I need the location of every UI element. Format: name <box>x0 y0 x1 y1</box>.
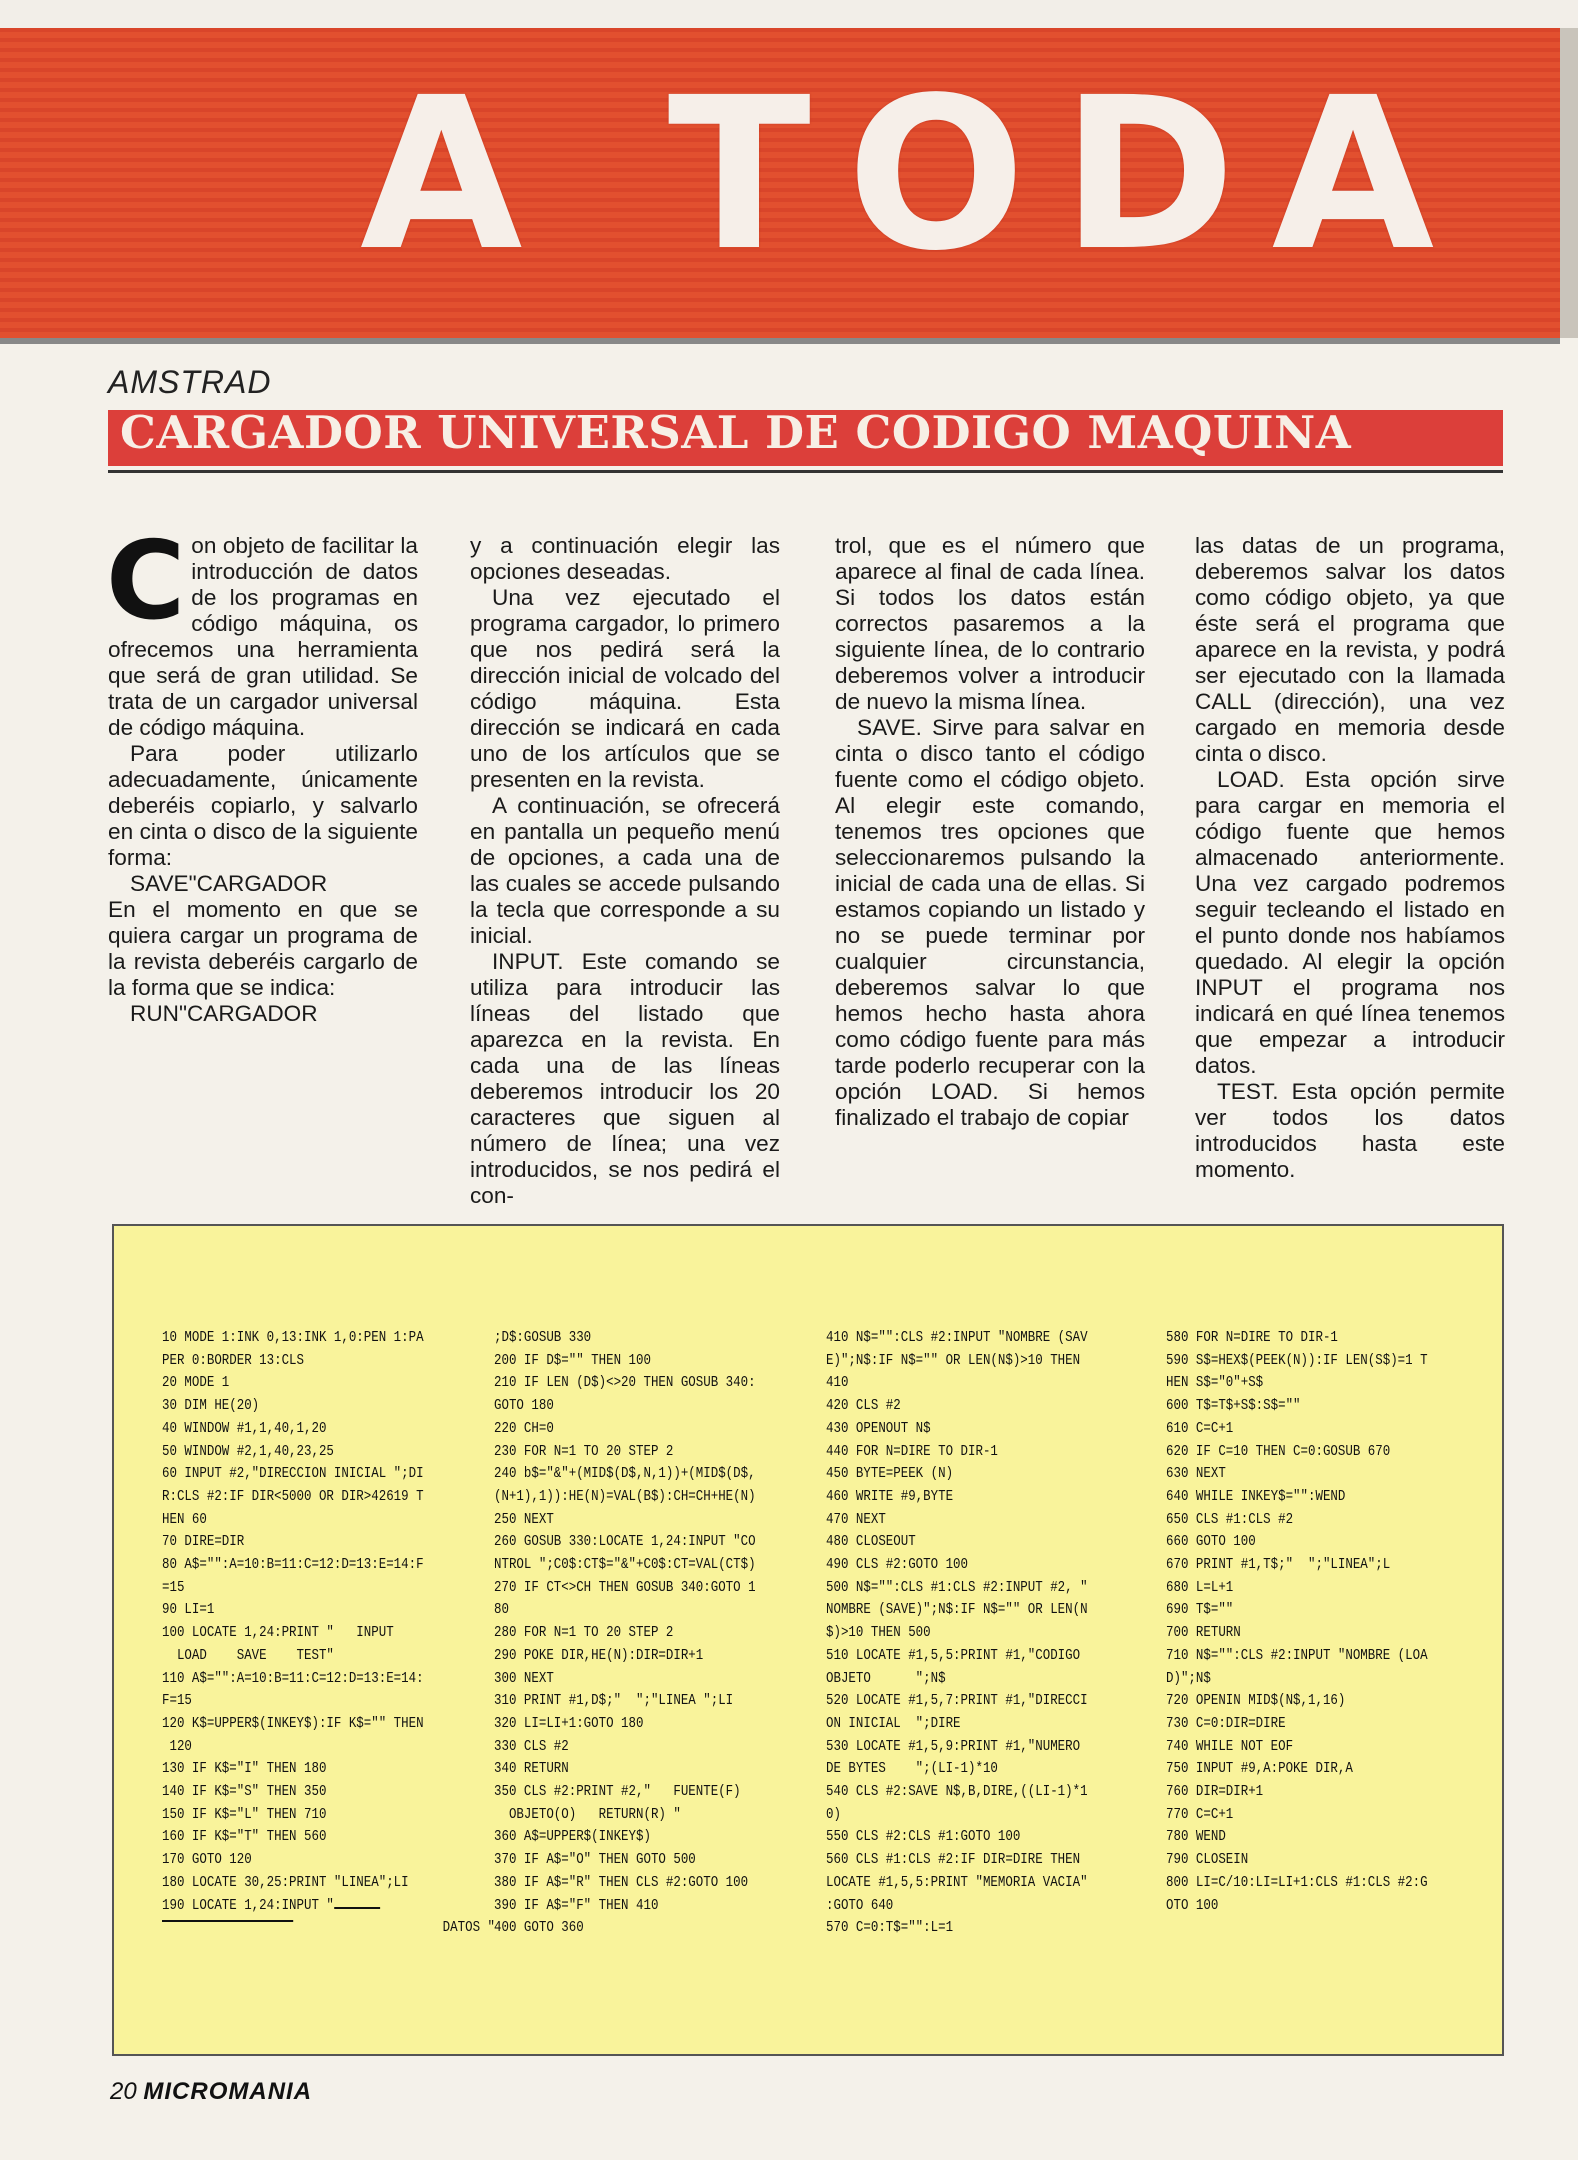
banner-title: A TODA <box>360 52 1471 297</box>
banner-top-strip <box>0 0 1578 28</box>
paragraph: Una vez ejecutado el programa cargador, lo primero que nos pedirá será la dirección inicial de volcado del código máquina. Esta dirección se indicará en cada uno de los artículos que se presenten en la revista. <box>470 585 780 792</box>
listing-column-1 <box>162 1326 495 1939</box>
input-underline <box>162 1920 293 1922</box>
paragraph: trol, que es el número que aparece al final de cada línea. Si todos los datos están correctos pasaremos a la siguiente línea, de lo contrario deberemos volver a introducir de nuevo la misma línea. <box>835 533 1145 714</box>
article-column-4 <box>1195 533 1505 1183</box>
command-example: SAVE"CARGADOR <box>130 871 328 896</box>
section-label: AMSTRAD <box>108 364 272 400</box>
paragraph: Para poder utilizarlo adecuadamente, únicamente deberéis copiarlo, y salvarlo en cinta o disco de la siguiente forma: <box>108 741 418 870</box>
article-column-1 <box>106 519 418 1027</box>
subtitle-rule <box>108 470 1503 473</box>
drop-cap: C <box>106 519 186 644</box>
underline-mark <box>334 1907 380 1909</box>
article-column-3 <box>835 533 1145 1131</box>
paragraph: A continuación, se ofrecerá en pantalla un pequeño menú de opciones, a cada una de las cuales se accede pulsando la tecla que corresponde a su inicial. <box>470 793 780 948</box>
command-example: RUN"CARGADOR <box>130 1001 318 1026</box>
article-column-2 <box>470 533 780 1209</box>
paragraph: las datas de un programa, deberemos salvar los datos como código objeto, ya que éste será el programa que aparece en la revista, y podrá ser ejecutado con la llamada CALL (dirección), una vez cargado en memoria desde cinta o disco. <box>1195 533 1505 766</box>
article-title: CARGADOR UNIVERSAL DE CODIGO MAQUINA <box>120 406 1352 459</box>
paragraph: En el momento en que se quiera cargar un programa de la revista deberéis cargarlo de la forma que se indica: <box>108 897 418 1000</box>
paragraph: y a continuación elegir las opciones deseadas. <box>470 533 780 584</box>
paragraph: LOAD. Esta opción sirve para cargar en memoria el código fuente que hemos almacenado anteriormente. Una vez cargado podremos seguir tecleando el listado en el punto donde nos habíamos quedado. Al elegir la opción INPUT el programa nos indicará en qué línea tenemos que empezar a introducir datos. <box>1195 767 1505 1078</box>
paragraph: SAVE. Sirve para salvar en cinta o disco tanto el código fuente como el código objeto. Al elegir este comando, tenemos tres opciones que seleccionaremos pulsando la inicial de cada una de ellas. Si estamos copiando un listado y no se puede terminar por cualquier circunstancia, deberemos salvar lo que hemos hecho hasta ahora como código fuente para más tarde poderlo recuperar con la opción LOAD. Si hemos finalizado el trabajo de copiar <box>835 715 1145 1130</box>
paragraph: on objeto de facilitar la introducción de datos de los programas en código máquina, os ofrecemos una herramienta que será de gran utilidad. Se trata de un cargador universal de código máquina. <box>108 533 418 740</box>
listing-column-4: 580 FOR N=DIRE TO DIR-1 590 S$=HEX$(PEEK(N)):IF LEN(S$)=1 T HEN S$="0"+S$ 600 T$=T$+S$:S$="" 610 C=C+1 620 IF C=10 THEN C=0:GOSUB 670 630 NEXT 640 WHILE INKEY$="":WEND 650 CLS #1:CLS #2 660 GOTO 100 670 PRINT #1,T$;" ";"LINEA";L 680 L=L+1 690 T$="" 700 RETURN 710 N$="":CLS #2:INPUT "NOMBRE (LOA D)";N$ 720 OPENIN MID$(N$,1,16) 730 C=0:DIR=DIRE 740 WHILE NOT EOF 750 INPUT #9,A:POKE DIR,A 760 DIR=DIR+1 770 C=C+1 780 WEND 790 CLOSEIN 800 LI=C/10:LI=LI+1:CLS #1:CLS #2:G OTO 100 <box>1166 1328 1428 1914</box>
paragraph: TEST. Esta opción permite ver todos los datos introducidos hasta este momento. <box>1195 1079 1505 1182</box>
banner <box>0 0 1578 350</box>
banner-rule <box>0 338 1560 344</box>
paragraph: INPUT. Este comando se utiliza para introducir las líneas del listado que aparezca en la revista. En cada una de las líneas deberemos introducir los 20 caracteres que siguen al número de línea; una vez introducidos, se nos pedirá el con- <box>470 949 780 1208</box>
listing-column-2: ;D$:GOSUB 330 200 IF D$="" THEN 100 210 IF LEN (D$)<>20 THEN GOSUB 340: GOTO 180 220 CH=0 230 FOR N=1 TO 20 STEP 2 240 b$="&"+(MID$(D$,N,1))+(MID$(D$, (N+1),1)):HE(N)=VAL(B$):CH=CH+HE(N) 250 NEXT 260 GOSUB 330:LOCATE 1,24:INPUT "CO NTROL ";C0$:CT$="&"+C0$:CT=VAL(CT$) 270 IF CT<>CH THEN GOSUB 340:GOTO 1 80 280 FOR N=1 TO 20 STEP 2 290 POKE DIR,HE(N):DIR=DIR+1 300 NEXT 310 PRINT #1,D$;" ";"LINEA ";LI 320 LI=LI+1:GOTO 180 330 CLS #2 340 RETURN 350 CLS #2:PRINT #2," FUENTE(F) OBJETO(O) RETURN(R) " 360 A$=UPPER$(INKEY$) 370 IF A$="O" THEN GOTO 500 380 IF A$="R" THEN CLS #2:GOTO 100 390 IF A$="F" THEN 410 400 GOTO 360 <box>494 1328 756 1937</box>
page-number: 20 <box>110 2078 137 2105</box>
magazine-name: MICROMANIA <box>143 2078 313 2105</box>
listing-column-3: 410 N$="":CLS #2:INPUT "NOMBRE (SAV E)";N$:IF N$="" OR LEN(N$)>10 THEN 410 420 CLS #2 430 OPENOUT N$ 440 FOR N=DIRE TO DIR-1 450 BYTE=PEEK (N) 460 WRITE #9,BYTE 470 NEXT 480 CLOSEOUT 490 CLS #2:GOTO 100 500 N$="":CLS #1:CLS #2:INPUT #2, " NOMBRE (SAVE)";N$:IF N$="" OR LEN(N $)>10 THEN 500 510 LOCATE #1,5,5:PRINT #1,"CODIGO OBJETO ";N$ 520 LOCATE #1,5,7:PRINT #1,"DIRECCI ON INICIAL ";DIRE 530 LOCATE #1,5,9:PRINT #1,"NUMERO DE BYTES ";(LI-1)*10 540 CLS #2:SAVE N$,B,DIRE,((LI-1)*1 0) 550 CLS #2:CLS #1:GOTO 100 560 CLS #1:CLS #2:IF DIR=DIRE THEN LOCATE #1,5,5:PRINT "MEMORIA VACIA" :GOTO 640 570 C=0:T$="":L=1 <box>826 1328 1088 1937</box>
page-footer <box>110 2078 312 2106</box>
program-listing <box>112 1224 1504 2056</box>
listing-text: 10 MODE 1:INK 0,13:INK 1,0:PEN 1:PA PER 0:BORDER 13:CLS 20 MODE 1 30 DIM HE(20) 40 WINDOW #1,1,40,1,20 50 WINDOW #2,1,40,23,25 60 INPUT #2,"DIRECCION INICIAL ";DI R:CLS #2:IF DIR<5000 OR DIR>42619 T HEN 60 70 DIRE=DIR 80 A$="":A=10:B=11:C=12:D=13:E=14:F =15 90 LI=1 100 LOCATE 1,24:PRINT " INPUT LOAD SAVE TEST" 110 A$="":A=10:B=11:C=12:D=13:E=14: F=15 120 K$=UPPER$(INKEY$):IF K$="" THEN 120 130 IF K$="I" THEN 180 140 IF K$="S" THEN 350 150 IF K$="L" THEN 710 160 IF K$="T" THEN 560 170 GOTO 120 180 LOCATE 30,25:PRINT "LINEA";LI 190 LOCATE 1,24:INPUT " <box>162 1328 424 1914</box>
listing-text-end: DATOS " <box>442 1918 495 1937</box>
